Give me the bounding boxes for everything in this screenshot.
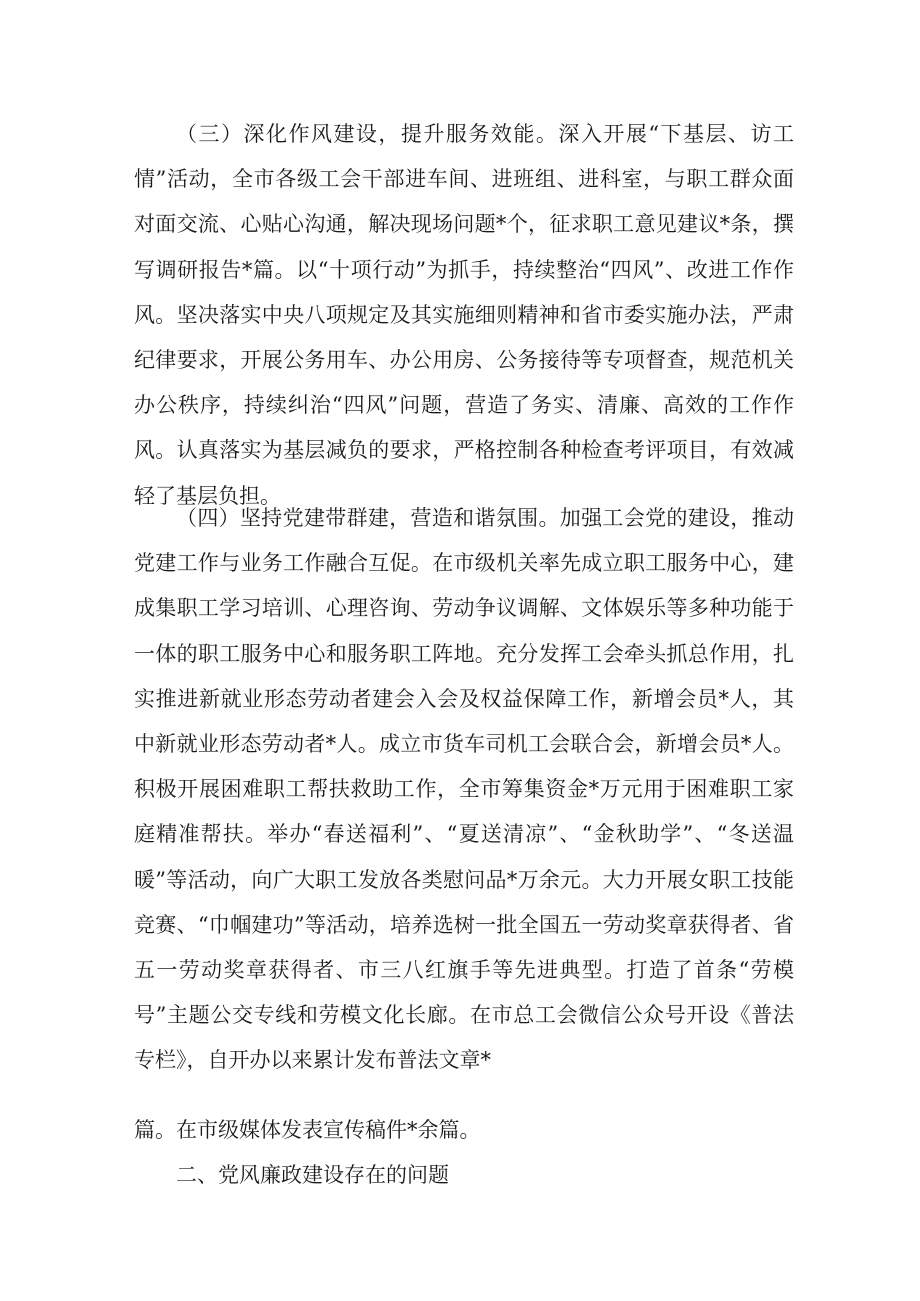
section-heading-problems: 二、党风廉政建设存在的问题 [176,1163,449,1187]
paragraph-style-improvement: （三）深化作风建设，提升服务效能。深入开展“下基层、访工情”活动，全市各级工会干部进车间、进班组、进科室，与职工群众面对面交流、心贴心沟通，解决现场问题*个，征求职工意见建议*条，撰写调研报告*篇。以“十项行动”为抓手，持续整治“四风”、改进工作作风。坚决落实中央八项规定及其实施细则精神和省市委实施办法，严肃纪律要求，开展公务用车、办公用房、公务接待等专项督查，规范机关办公秩序，持续纠治“四风”问题，营造了务实、清廉、高效的工作作风。认真落实为基层减负的要求，严格控制各种检查考评项目，有效减轻了基层负担。 [134,122,794,508]
paragraph-party-building-tail: 篇。在市级媒体发表宣传稿件*余篇。 [134,1118,481,1142]
paragraph-party-building: （四）坚持党建带群建，营造和谐氛围。加强工会党的建设，推动党建工作与业务工作融合互促。在市级机关率先成立职工服务中心，建成集职工学习培训、心理咨询、劳动争议调解、文体娱乐等多种功能于一体的职工服务中心和服务职工阵地。充分发挥工会牵头抓总作用，扎实推进新就业形态劳动者建会入会及权益保障工作，新增会员*人，其中新就业形态劳动者*人。成立市货车司机工会联合会，新增会员*人。积极开展困难职工帮扶救助工作，全市筹集资金*万元用于困难职工家庭精准帮扶。举办“春送福利”、“夏送清凉”、“金秋助学”、“冬送温暖”等活动，向广大职工发放各类慰问品*万余元。大力开展女职工技能竞赛、“巾帼建功”等活动，培养选树一批全国五一劳动奖章获得者、省五一劳动奖章获得者、市三八红旗手等先进典型。打造了首条“劳模号”主题公交专线和劳模文化长廊。在市总工会微信公众号开设《普法专栏》，自开办以来累计发布普法文章* [134,506,794,1073]
